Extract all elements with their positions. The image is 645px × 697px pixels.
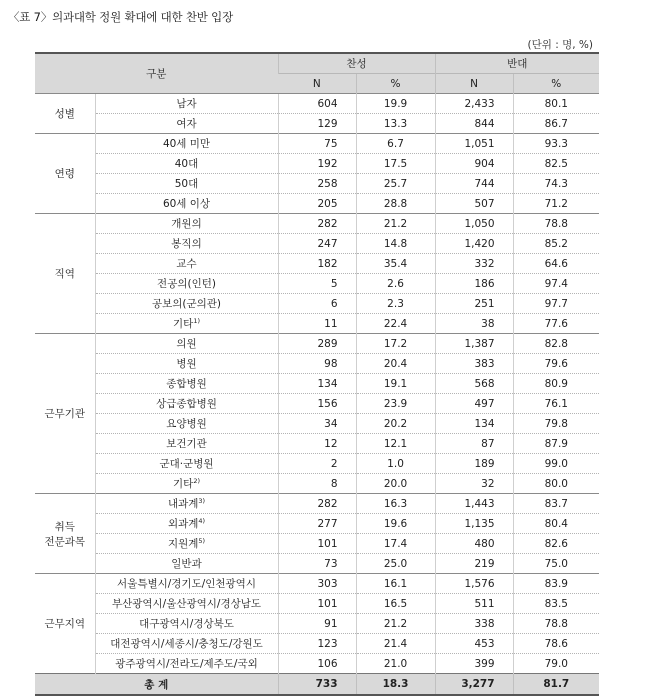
oppose-pct-cell: 71.2 [513, 194, 599, 214]
row-label-text: 종합병원 [166, 378, 207, 390]
agree-n-cell: 12 [278, 434, 356, 454]
opinion-table [35, 52, 599, 696]
agree-pct-cell: 16.1 [356, 574, 435, 594]
table-row [35, 174, 599, 194]
row-label-text: 일반과 [171, 558, 202, 570]
table-row [35, 354, 599, 374]
row-label [95, 534, 278, 554]
group-label: 취득 전문과목 [35, 494, 95, 574]
oppose-pct-cell: 93.3 [513, 134, 599, 154]
table-row [35, 574, 599, 594]
agree-n-cell: 192 [278, 154, 356, 174]
oppose-n-cell: 38 [435, 314, 513, 334]
group-label: 연령 [35, 134, 95, 214]
row-label-text: 기타 [173, 478, 194, 490]
row-label [95, 314, 278, 334]
table-row [35, 654, 599, 674]
group-label: 직역 [35, 214, 95, 334]
row-label-text: 개원의 [171, 218, 202, 230]
oppose-pct-cell: 77.6 [513, 314, 599, 334]
agree-n-cell: 303 [278, 574, 356, 594]
row-label [95, 114, 278, 134]
agree-n-cell: 98 [278, 354, 356, 374]
row-label-text: 40세 미만 [162, 138, 211, 150]
oppose-pct-cell: 85.2 [513, 234, 599, 254]
total-agree-pct: 18.3 [356, 674, 435, 696]
table-row [35, 594, 599, 614]
table-row [35, 294, 599, 314]
table-row [35, 114, 599, 134]
oppose-pct-cell: 79.0 [513, 654, 599, 674]
table-row [35, 314, 599, 334]
oppose-pct-cell: 82.8 [513, 334, 599, 354]
oppose-pct-cell: 80.1 [513, 94, 599, 114]
oppose-pct-cell: 76.1 [513, 394, 599, 414]
agree-pct-cell: 17.4 [356, 534, 435, 554]
oppose-n-cell: 1,050 [435, 214, 513, 234]
total-oppose-n: 3,277 [435, 674, 513, 696]
table-row [35, 394, 599, 414]
agree-n-cell: 182 [278, 254, 356, 274]
row-label-text: 여자 [176, 118, 197, 130]
oppose-pct-cell: 80.4 [513, 514, 599, 534]
table-footer [35, 674, 599, 696]
oppose-n-cell: 186 [435, 274, 513, 294]
table-row [35, 454, 599, 474]
table-row [35, 334, 599, 354]
agree-n-cell: 247 [278, 234, 356, 254]
agree-n-cell: 129 [278, 114, 356, 134]
total-label: 총 계 [35, 674, 278, 696]
row-label-text: 60세 이상 [162, 198, 211, 210]
agree-pct-cell: 17.2 [356, 334, 435, 354]
group-label: 성별 [35, 94, 95, 134]
agree-n-cell: 289 [278, 334, 356, 354]
oppose-n-cell: 32 [435, 474, 513, 494]
agree-n-cell: 73 [278, 554, 356, 574]
oppose-n-cell: 1,576 [435, 574, 513, 594]
footnote-marker: 3) [198, 497, 206, 505]
agree-pct-cell: 13.3 [356, 114, 435, 134]
row-label-text: 외과계 [167, 518, 199, 530]
header-oppose-n: N [435, 74, 513, 94]
agree-pct-cell: 21.2 [356, 614, 435, 634]
oppose-pct-cell: 99.0 [513, 454, 599, 474]
table-row [35, 194, 599, 214]
oppose-pct-cell: 97.7 [513, 294, 599, 314]
row-label [95, 574, 278, 594]
row-label [95, 594, 278, 614]
table-row [35, 474, 599, 494]
oppose-n-cell: 453 [435, 634, 513, 654]
total-row [35, 674, 599, 696]
row-label [95, 394, 278, 414]
footnote-marker: 2) [193, 477, 200, 485]
oppose-n-cell: 219 [435, 554, 513, 574]
header-category: 구분 [35, 53, 278, 94]
agree-pct-cell: 35.4 [356, 254, 435, 274]
table-row [35, 634, 599, 654]
table-row [35, 554, 599, 574]
agree-n-cell: 134 [278, 374, 356, 394]
table-row [35, 534, 599, 554]
agree-n-cell: 277 [278, 514, 356, 534]
row-label-text: 의원 [176, 338, 197, 350]
table-row [35, 414, 599, 434]
row-label [95, 154, 278, 174]
oppose-n-cell: 134 [435, 414, 513, 434]
row-label [95, 474, 278, 494]
agree-pct-cell: 2.6 [356, 274, 435, 294]
oppose-n-cell: 87 [435, 434, 513, 454]
oppose-n-cell: 744 [435, 174, 513, 194]
agree-n-cell: 282 [278, 214, 356, 234]
oppose-n-cell: 1,135 [435, 514, 513, 534]
row-label [95, 254, 278, 274]
oppose-pct-cell: 79.8 [513, 414, 599, 434]
agree-pct-cell: 20.0 [356, 474, 435, 494]
oppose-pct-cell: 78.8 [513, 614, 599, 634]
agree-pct-cell: 16.5 [356, 594, 435, 614]
agree-n-cell: 156 [278, 394, 356, 414]
agree-pct-cell: 25.7 [356, 174, 435, 194]
row-label-text: 지원계 [167, 538, 199, 550]
header-agree-pct: % [356, 74, 435, 94]
agree-n-cell: 11 [278, 314, 356, 334]
agree-n-cell: 91 [278, 614, 356, 634]
group-label: 근무기관 [35, 334, 95, 494]
row-label [95, 274, 278, 294]
row-label [95, 614, 278, 634]
header-oppose: 반대 [435, 53, 599, 74]
row-label [95, 294, 278, 314]
oppose-pct-cell: 83.7 [513, 494, 599, 514]
table-header [35, 53, 599, 94]
row-label [95, 554, 278, 574]
agree-pct-cell: 17.5 [356, 154, 435, 174]
oppose-pct-cell: 97.4 [513, 274, 599, 294]
oppose-pct-cell: 78.8 [513, 214, 599, 234]
agree-pct-cell: 21.0 [356, 654, 435, 674]
agree-pct-cell: 19.9 [356, 94, 435, 114]
header-oppose-pct: % [513, 74, 599, 94]
row-label [95, 354, 278, 374]
agree-pct-cell: 28.8 [356, 194, 435, 214]
footnote-marker: 5) [198, 537, 206, 545]
table-row [35, 514, 599, 534]
table-row [35, 254, 599, 274]
oppose-n-cell: 507 [435, 194, 513, 214]
agree-pct-cell: 19.1 [356, 374, 435, 394]
row-label [95, 494, 278, 514]
oppose-n-cell: 568 [435, 374, 513, 394]
oppose-pct-cell: 83.9 [513, 574, 599, 594]
row-label [95, 234, 278, 254]
oppose-n-cell: 1,051 [435, 134, 513, 154]
oppose-n-cell: 338 [435, 614, 513, 634]
table-body [35, 94, 599, 674]
oppose-n-cell: 2,433 [435, 94, 513, 114]
row-label-text: 40대 [174, 158, 199, 170]
oppose-n-cell: 904 [435, 154, 513, 174]
header-agree-n: N [278, 74, 356, 94]
agree-n-cell: 604 [278, 94, 356, 114]
row-label-text: 기타 [173, 318, 194, 330]
oppose-pct-cell: 82.5 [513, 154, 599, 174]
agree-pct-cell: 2.3 [356, 294, 435, 314]
row-label-text: 병원 [176, 358, 197, 370]
oppose-n-cell: 497 [435, 394, 513, 414]
total-oppose-pct: 81.7 [513, 674, 599, 696]
agree-pct-cell: 16.3 [356, 494, 435, 514]
agree-n-cell: 101 [278, 594, 356, 614]
agree-n-cell: 101 [278, 534, 356, 554]
agree-pct-cell: 22.4 [356, 314, 435, 334]
row-label-text: 보건기관 [166, 438, 207, 450]
row-label-text: 교수 [176, 258, 197, 270]
row-label [95, 454, 278, 474]
oppose-pct-cell: 78.6 [513, 634, 599, 654]
table-row [35, 374, 599, 394]
agree-n-cell: 106 [278, 654, 356, 674]
row-label [95, 434, 278, 454]
row-label [95, 174, 278, 194]
oppose-n-cell: 332 [435, 254, 513, 274]
oppose-pct-cell: 86.7 [513, 114, 599, 134]
agree-n-cell: 282 [278, 494, 356, 514]
row-label-text: 공보의(군의관) [151, 298, 222, 310]
agree-n-cell: 8 [278, 474, 356, 494]
total-agree-n: 733 [278, 674, 356, 696]
oppose-pct-cell: 75.0 [513, 554, 599, 574]
row-label [95, 194, 278, 214]
oppose-pct-cell: 74.3 [513, 174, 599, 194]
row-label-text: 전공의(인턴) [157, 278, 216, 290]
row-label [95, 214, 278, 234]
agree-n-cell: 205 [278, 194, 356, 214]
row-label-text: 요양병원 [166, 418, 207, 430]
group-label: 근무지역 [35, 574, 95, 674]
row-label [95, 94, 278, 114]
oppose-n-cell: 251 [435, 294, 513, 314]
row-label-text: 군대·군병원 [159, 458, 214, 470]
oppose-n-cell: 511 [435, 594, 513, 614]
agree-pct-cell: 25.0 [356, 554, 435, 574]
oppose-n-cell: 399 [435, 654, 513, 674]
agree-pct-cell: 14.8 [356, 234, 435, 254]
agree-pct-cell: 20.4 [356, 354, 435, 374]
agree-n-cell: 5 [278, 274, 356, 294]
header-agree: 찬성 [278, 53, 435, 74]
row-label [95, 414, 278, 434]
row-label-text: 서울특별시/경기도/인천광역시 [117, 578, 256, 590]
table-row [35, 434, 599, 454]
oppose-n-cell: 1,443 [435, 494, 513, 514]
row-label [95, 134, 278, 154]
oppose-pct-cell: 80.9 [513, 374, 599, 394]
oppose-pct-cell: 82.6 [513, 534, 599, 554]
row-label-text: 부산광역시/울산광역시/경상남도 [111, 598, 262, 610]
oppose-n-cell: 1,420 [435, 234, 513, 254]
agree-n-cell: 6 [278, 294, 356, 314]
row-label-text: 상급종합병원 [156, 398, 217, 410]
agree-pct-cell: 21.2 [356, 214, 435, 234]
table-row [35, 134, 599, 154]
oppose-pct-cell: 80.0 [513, 474, 599, 494]
unit-note: (단위 : 명, %) [527, 39, 593, 51]
table-row [35, 94, 599, 114]
oppose-pct-cell: 64.6 [513, 254, 599, 274]
agree-n-cell: 2 [278, 454, 356, 474]
row-label-text: 광주광역시/전라도/제주도/국외 [115, 658, 258, 670]
agree-n-cell: 123 [278, 634, 356, 654]
oppose-pct-cell: 83.5 [513, 594, 599, 614]
oppose-pct-cell: 79.6 [513, 354, 599, 374]
oppose-n-cell: 480 [435, 534, 513, 554]
row-label-text: 50대 [174, 178, 199, 190]
row-label [95, 654, 278, 674]
table-row [35, 274, 599, 294]
table-row [35, 154, 599, 174]
row-label-text: 내과계 [167, 498, 199, 510]
agree-n-cell: 258 [278, 174, 356, 194]
agree-pct-cell: 20.2 [356, 414, 435, 434]
row-label-text: 대전광역시/세종시/충청도/강원도 [110, 638, 263, 650]
oppose-pct-cell: 87.9 [513, 434, 599, 454]
agree-pct-cell: 6.7 [356, 134, 435, 154]
agree-pct-cell: 23.9 [356, 394, 435, 414]
agree-n-cell: 75 [278, 134, 356, 154]
row-label-text: 대구광역시/경상북도 [139, 618, 234, 630]
table-row [35, 494, 599, 514]
agree-pct-cell: 1.0 [356, 454, 435, 474]
agree-n-cell: 34 [278, 414, 356, 434]
agree-pct-cell: 19.6 [356, 514, 435, 534]
row-label [95, 334, 278, 354]
row-label-text: 봉직의 [171, 238, 202, 250]
agree-pct-cell: 21.4 [356, 634, 435, 654]
table-caption: 〈표 7〉의과대학 정원 확대에 대한 찬반 입장 [8, 10, 233, 24]
agree-pct-cell: 12.1 [356, 434, 435, 454]
footnote-marker: 1) [193, 317, 200, 325]
row-label [95, 514, 278, 534]
oppose-n-cell: 844 [435, 114, 513, 134]
oppose-n-cell: 189 [435, 454, 513, 474]
row-label [95, 374, 278, 394]
oppose-n-cell: 383 [435, 354, 513, 374]
table-row [35, 234, 599, 254]
table-row [35, 214, 599, 234]
row-label-text: 남자 [176, 98, 197, 110]
oppose-n-cell: 1,387 [435, 334, 513, 354]
row-label [95, 634, 278, 654]
footnote-marker: 4) [198, 517, 206, 525]
table-row [35, 614, 599, 634]
